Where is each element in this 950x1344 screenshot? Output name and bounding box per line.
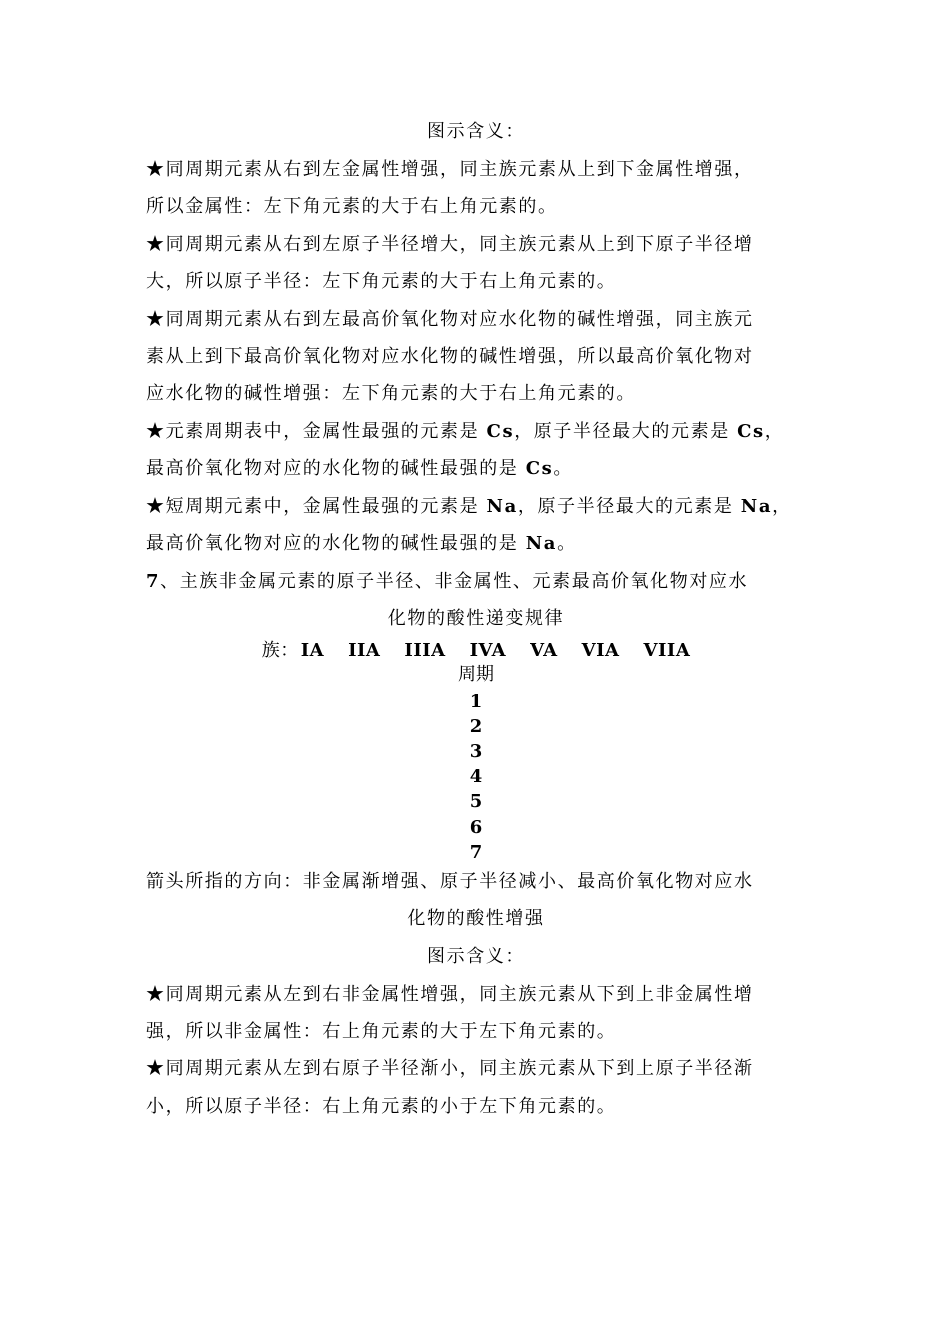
cs-element-3: Cs <box>525 458 554 479</box>
radius-small-para-line-1: ★同周期元素从左到右原子半径渐小，同主族元素从下到上原子半径渐 <box>146 1058 754 1079</box>
period-1: 1 <box>469 691 483 712</box>
radius-para-line-1: ★同周期元素从右到左原子半径增大，同主族元素从上到下原子半径增 <box>146 234 754 255</box>
nonmetal-para-line-2: 强，所以非金属性：右上角元素的大于左下角元素的。 <box>146 1021 617 1042</box>
group-iiia: IIIA <box>404 640 446 661</box>
section-7-heading-line-1 <box>146 569 806 595</box>
period-6: 6 <box>469 817 483 838</box>
group-label: 族： <box>261 640 299 661</box>
nonmetal-para-line-1: ★同周期元素从左到右非金属性增强，同主族元素从下到上非金属性增 <box>146 984 754 1005</box>
radius-small-para-line-2: 小，所以原子半径：右上角元素的小于左下角元素的。 <box>146 1096 617 1117</box>
metal-para-line-2: 所以金属性：左下角元素的大于右上角元素的。 <box>146 196 558 217</box>
section-7-heading-line-2: 化物的酸性递变规律 <box>387 608 565 629</box>
period-3: 3 <box>469 741 483 762</box>
cs-text-c: ，原子半径最大的元素是 <box>514 421 738 442</box>
na-para-line-1 <box>146 494 806 520</box>
cs-element-1: Cs <box>486 421 515 442</box>
na-text-2a: 最高价氧化物对应的水化物的碱性最强的是 <box>146 533 526 554</box>
group-via: VIA <box>581 640 620 661</box>
na-para-line-2 <box>146 531 806 557</box>
period-2: 2 <box>469 716 483 737</box>
na-text-a: ★短周期元素中，金属性最强的元素是 <box>146 496 487 517</box>
cs-para-line-1 <box>146 419 806 445</box>
base-para-line-1: ★同周期元素从右到左最高价氧化物对应水化物的碱性增强，同主族元 <box>146 309 754 330</box>
radius-para-line-2: 大，所以原子半径：左下角元素的大于右上角元素的。 <box>146 271 617 292</box>
na-text-c: ，原子半径最大的元素是 <box>517 496 741 517</box>
legend-title: 图示含义： <box>427 121 525 142</box>
base-para-line-3: 应水化物的碱性增强：左下角元素的大于右上角元素的。 <box>146 383 636 404</box>
na-text-e: ， <box>772 496 792 517</box>
cs-text-2a: 最高价氧化物对应的水化物的碱性最强的是 <box>146 458 526 479</box>
arrow-note-line-1: 箭头所指的方向：非金属渐增强、原子半径减小、最高价氧化物对应水 <box>146 871 754 892</box>
period-4: 4 <box>469 766 483 787</box>
period-label: 周期 <box>458 664 494 685</box>
section-number: 7 <box>146 571 161 592</box>
na-element-2: Na <box>740 496 773 517</box>
group-iia: IIA <box>348 640 381 661</box>
legend-2-title: 图示含义： <box>427 946 525 967</box>
group-iva: IVA <box>469 640 507 661</box>
cs-text-e: ， <box>764 421 785 442</box>
metal-para-line-1: ★同周期元素从右到左金属性增强，同主族元素从上到下金属性增强， <box>146 159 754 180</box>
period-7: 7 <box>469 842 483 863</box>
cs-para-line-2 <box>146 456 806 482</box>
period-5: 5 <box>469 791 483 812</box>
na-element-1: Na <box>486 496 518 517</box>
cs-text-a: ★元素周期表中，金属性最强的元素是 <box>146 421 487 442</box>
group-viia: VIIA <box>643 640 691 661</box>
cs-element-2: Cs <box>737 421 765 442</box>
group-ia: IA <box>300 640 325 661</box>
section-7-title-a: 、主族非金属元素的原子半径、非金属性、元素最高价氧化物对应水 <box>160 571 749 592</box>
cs-text-2c: 。 <box>553 458 574 479</box>
na-element-3: Na <box>525 533 558 554</box>
group-va: VA <box>530 640 558 661</box>
na-text-2c: 。 <box>557 533 577 554</box>
arrow-note-line-2: 化物的酸性增强 <box>407 908 545 929</box>
base-para-line-2: 素从上到下最高价氧化物对应水化物的碱性增强，所以最高价氧化物对 <box>146 346 754 367</box>
group-header-row <box>146 638 806 664</box>
